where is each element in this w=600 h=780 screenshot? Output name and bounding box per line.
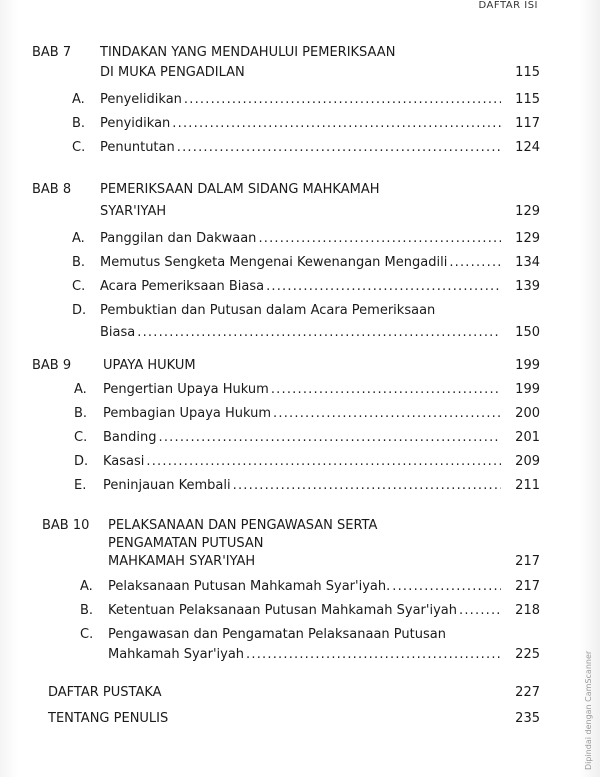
chapter-7-item-b-page: 117 (515, 116, 540, 131)
chapter-8-item-a[interactable] (100, 230, 503, 248)
chapter-7-title-line-1: TINDAKAN YANG MENDAHULUI PEMERIKSAAN (100, 45, 396, 60)
dot-leader (146, 453, 501, 471)
chapter-10-label: BAB 10 (42, 518, 90, 533)
chapter-9-item-b-page: 200 (515, 406, 540, 421)
toc-item-text: Biasa (100, 325, 136, 340)
dot-leader (172, 115, 501, 133)
dot-leader (266, 278, 501, 296)
chapter-10-title-line-1: PELAKSANAAN DAN PENGAWASAN SERTA (108, 518, 378, 533)
chapter-10-item-b-page: 218 (515, 603, 540, 618)
dot-leader (392, 578, 501, 596)
chapter-8-label: BAB 8 (32, 182, 72, 197)
watermark-text: Dipindai dengan CamScanner (584, 650, 593, 770)
dot-leader (177, 139, 501, 157)
chapter-8-item-b[interactable] (100, 254, 503, 272)
chapter-7-item-c[interactable] (100, 139, 503, 157)
chapter-8-item-a-page: 129 (515, 231, 540, 246)
chapter-10-item-b-letter: B. (80, 603, 94, 618)
scanner-watermark (584, 610, 598, 780)
dot-leader (449, 254, 501, 272)
chapter-8-item-b-page: 134 (515, 255, 540, 270)
chapter-9-item-b[interactable] (103, 405, 503, 423)
chapter-8-item-c[interactable] (100, 278, 503, 296)
chapter-8-item-b-letter: B. (72, 255, 86, 270)
chapter-9-item-c-page: 201 (515, 430, 540, 445)
chapter-8-item-d-page: 150 (515, 325, 540, 340)
toc-item-text: Penyelidikan (100, 92, 182, 107)
chapter-9-item-c[interactable] (103, 429, 503, 447)
back-matter-tentang-penulis[interactable]: TENTANG PENULIS (48, 711, 169, 726)
chapter-8-title-line-2: SYAR'IYAH (100, 204, 167, 219)
chapter-9-item-e[interactable] (103, 477, 503, 495)
toc-item-text: Mahkamah Syar'iyah (108, 647, 245, 662)
toc-item-text: Pengertian Upaya Hukum (103, 382, 269, 397)
chapter-10-item-a-letter: A. (80, 579, 93, 594)
dot-leader (184, 91, 501, 109)
chapter-9-item-a-letter: A. (74, 382, 87, 397)
chapter-9-title-line-1: UPAYA HUKUM (103, 358, 196, 373)
dot-leader (246, 646, 501, 664)
chapter-7-title-line-2: DI MUKA PENGADILAN (100, 65, 245, 80)
dot-leader (258, 230, 501, 248)
chapter-8-item-d-letter: D. (72, 303, 87, 318)
toc-item-text: Banding (103, 430, 157, 445)
chapter-9-item-e-letter: E. (74, 478, 87, 493)
toc-item-text: Acara Pemeriksaan Biasa (100, 279, 265, 294)
chapter-9-page: 199 (515, 358, 540, 373)
back-matter-daftar-pustaka-page: 227 (515, 685, 540, 700)
toc-item-text: Ketentuan Pelaksanaan Putusan Mahkamah Syar'iyah (108, 603, 457, 618)
chapter-9-item-e-page: 211 (515, 478, 540, 493)
chapter-9-item-a[interactable] (103, 381, 503, 399)
chapter-9-item-d[interactable] (103, 453, 503, 471)
chapter-7-item-a-letter: A. (72, 92, 85, 107)
chapter-9-item-c-letter: C. (74, 430, 88, 445)
dot-leader (158, 429, 501, 447)
chapter-10-item-c-letter: C. (80, 627, 94, 642)
chapter-9-item-a-page: 199 (515, 382, 540, 397)
dot-leader (233, 477, 501, 495)
chapter-8-item-a-letter: A. (72, 231, 85, 246)
chapter-7-item-c-page: 124 (515, 140, 540, 155)
chapter-10-item-c-page: 225 (515, 647, 540, 662)
chapter-7-item-b-letter: B. (72, 116, 86, 131)
running-header: DAFTAR ISI (478, 0, 538, 11)
back-matter-daftar-pustaka[interactable]: DAFTAR PUSTAKA (48, 685, 162, 700)
toc-item-text: Panggilan dan Dakwaan (100, 231, 257, 246)
toc-item-text: Memutus Sengketa Mengenai Kewenangan Mengadili (100, 255, 448, 270)
chapter-8-item-c-page: 139 (515, 279, 540, 294)
chapter-8-item-d[interactable] (100, 324, 503, 342)
chapter-8-item-d-line-1[interactable]: Pembuktian dan Putusan dalam Acara Pemeriksaan (100, 303, 436, 318)
chapter-8-page: 129 (515, 204, 540, 219)
chapter-7-item-a-page: 115 (515, 92, 540, 107)
toc-item-text: Penyidikan (100, 116, 171, 131)
chapter-9-item-b-letter: B. (74, 406, 88, 421)
dot-leader (459, 602, 501, 620)
chapter-9-item-d-page: 209 (515, 454, 540, 469)
chapter-7-item-b[interactable] (100, 115, 503, 133)
chapter-10-item-a-page: 217 (515, 579, 540, 594)
chapter-9-item-d-letter: D. (74, 454, 89, 469)
toc-item-text: Kasasi (103, 454, 145, 469)
chapter-8-title-line-1: PEMERIKSAAN DALAM SIDANG MAHKAMAH (100, 182, 380, 197)
chapter-7-item-c-letter: C. (72, 140, 86, 155)
chapter-8-item-c-letter: C. (72, 279, 86, 294)
chapter-10-title-line-3: MAHKAMAH SYAR'IYAH (108, 554, 256, 569)
dot-leader (271, 381, 501, 399)
chapter-10-page: 217 (515, 554, 540, 569)
chapter-7-page: 115 (515, 65, 540, 80)
chapter-10-item-b[interactable] (108, 602, 503, 620)
toc-item-text: Pembagian Upaya Hukum (103, 406, 272, 421)
chapter-10-item-a[interactable] (108, 578, 503, 596)
chapter-9-label: BAB 9 (32, 358, 72, 373)
toc-item-text: Peninjauan Kembali (103, 478, 231, 493)
toc-item-text: Pelaksanaan Putusan Mahkamah Syar'iyah. (108, 579, 391, 594)
dot-leader (273, 405, 501, 423)
toc-item-text: Penuntutan (100, 140, 175, 155)
chapter-10-title-line-2: PENGAMATAN PUTUSAN (108, 536, 264, 551)
chapter-7-label: BAB 7 (32, 45, 72, 60)
chapter-7-item-a[interactable] (100, 91, 503, 109)
back-matter-tentang-penulis-page: 235 (515, 711, 540, 726)
chapter-10-item-c[interactable] (108, 646, 503, 664)
dot-leader (137, 324, 501, 342)
chapter-10-item-c-line-1[interactable]: Pengawasan dan Pengamatan Pelaksanaan Putusan (108, 627, 446, 642)
